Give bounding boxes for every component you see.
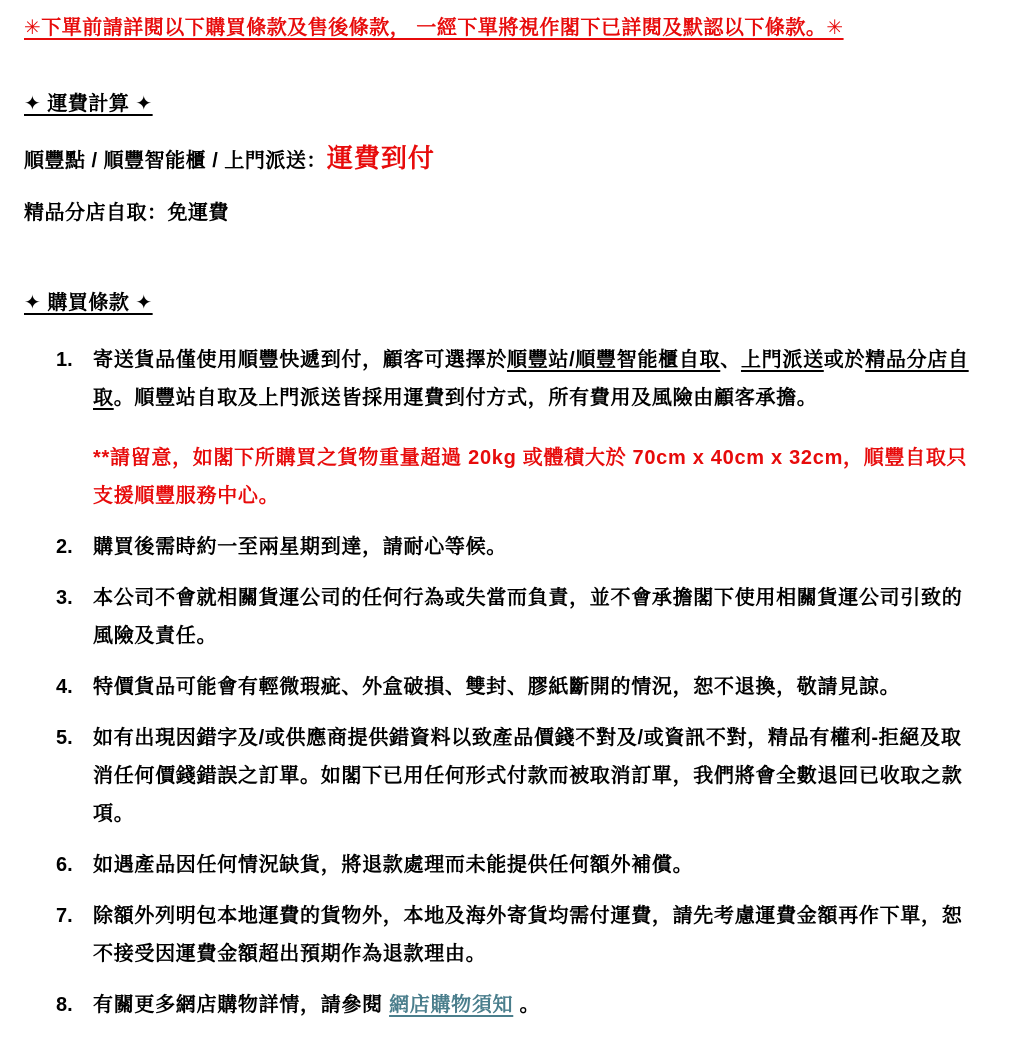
term-1-seg: 、 (720, 349, 741, 371)
sf-size-limit-warning: **請留意，如閣下所購買之貨物重量超過 20kg 或體積大於 70cm x 40cm x 32cm，順豐自取只支援順豐服務中心。 (93, 447, 968, 507)
pre-order-notice: ✳下單前請詳閱以下購買條款及售後條款， 一經下單將視作閣下已詳閱及默認以下條款。✳ (24, 17, 844, 39)
term-item-2 (24, 528, 988, 566)
shipping-methods-line (24, 141, 988, 178)
term-4-text: 特價貨品可能會有輕微瑕疵、外盒破損、雙封、膠紙斷開的情況，恕不退換，敬請見諒。 (93, 676, 901, 698)
home-delivery-underlined: 上門派送 (740, 349, 824, 371)
store-pickup-underlined: 精品分店自取 (93, 349, 969, 409)
store-pickup-line: 精品分店自取：免運費 (24, 202, 229, 224)
term-5-text: 如有出現因錯字及/或供應商提供錯資料以致產品價錢不對及/或資訊不對，精品有權利-拒絕及取消任何價錢錯誤之訂單。如閣下已用任何形式付款而被取消訂單，我們將會全數退回已收取之款項。 (93, 727, 963, 825)
term-number: 3. (56, 587, 73, 609)
term-1-seg: 或於 (823, 349, 866, 371)
pay-on-delivery-value: 運費到付 (326, 143, 435, 173)
term-item-8 (24, 986, 988, 1024)
term-item-4 (24, 668, 988, 706)
term-6-text: 如遇產品因任何情況缺貨，將退款處理而未能提供任何額外補償。 (93, 854, 694, 876)
term-7-text: 除額外列明包本地運費的貨物外，本地及海外寄貨均需付運費，請先考慮運費金額再作下單，恕不接受因運費金額超出預期作為退款理由。 (93, 905, 963, 965)
term-number: 6. (56, 854, 73, 876)
term-number: 2. (56, 536, 73, 558)
term-8-seg: 。 (513, 994, 541, 1016)
term-8-text (93, 986, 981, 1024)
terms-list (24, 341, 988, 1024)
shipping-methods-label: 順豐點 / 順豐智能櫃 / 上門派送： (24, 150, 327, 172)
term-item-6 (24, 846, 988, 884)
sf-pickup-underlined: 順豐站/順豐智能櫃自取 (507, 349, 721, 371)
term-1-seg: 寄送貨品僅使用順豐快遞到付，顧客可選擇於 (93, 349, 507, 371)
term-1-text (93, 341, 981, 417)
term-item-7 (24, 897, 988, 973)
purchase-terms-section-header: ✦ 購買條款 ✦ (24, 292, 153, 314)
term-number: 4. (56, 676, 73, 698)
term-number: 5. (56, 727, 73, 749)
term-8-seg: 有關更多網店購物詳情，請參閱 (93, 994, 390, 1016)
shopping-guide-link[interactable]: 網店購物須知 (389, 994, 514, 1016)
term-3-text: 本公司不會就相關貨運公司的任何行為或失當而負責，並不會承擔閣下使用相關貨運公司引致的風險及責任。 (93, 587, 963, 647)
term-item-5 (24, 719, 988, 833)
term-number: 7. (56, 905, 73, 927)
term-item-1 (24, 341, 988, 515)
term-2-text: 購買後需時約一至兩星期到達，請耐心等候。 (93, 536, 507, 558)
term-number: 8. (56, 994, 73, 1016)
term-item-3 (24, 579, 988, 655)
shipping-fee-section-header: ✦ 運費計算 ✦ (24, 93, 153, 115)
term-number: 1. (56, 349, 73, 371)
term-1-seg: 。順豐站自取及上門派送皆採用運費到付方式，所有費用及風險由顧客承擔。 (113, 387, 818, 409)
